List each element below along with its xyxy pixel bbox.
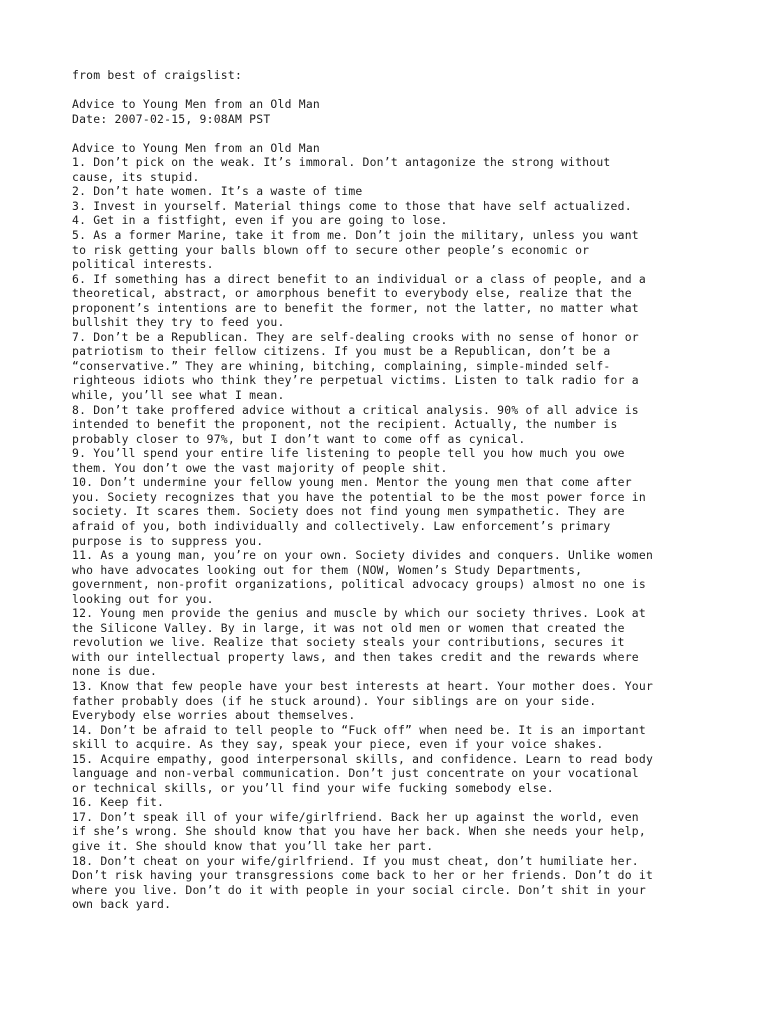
text-line: proponent’s intentions are to benefit the former, not the latter, no matter what [72, 300, 639, 315]
text-line: theoretical, abstract, or amorphous benefit to everybody else, realize that the [72, 286, 632, 301]
text-line: if she’s wrong. She should know that you have her back. When she needs your help, [72, 824, 646, 839]
text-line: you. Society recognizes that you have the potential to be the most power force in [72, 489, 646, 504]
document-text-body [72, 68, 708, 912]
blank-line [72, 83, 708, 98]
text-line: from best of craigslist: [72, 68, 243, 82]
text-line: 13. Know that few people have your best interests at heart. Your mother does. Your [72, 678, 654, 693]
text-line: probably closer to 97%, but I don’t want to come off as cynical. [72, 431, 526, 446]
text-line: where you live. Don’t do it with people in your social circle. Don’t shit in your [72, 882, 646, 897]
blank-line [72, 126, 708, 141]
text-line: father probably does (if he stuck around). Your siblings are on your side. [72, 693, 597, 708]
text-line: 15. Acquire empathy, good interpersonal skills, and confidence. Learn to read body [72, 751, 654, 766]
text-line: Everybody else worries about themselves. [72, 708, 356, 723]
text-line: 16. Keep fit. [72, 795, 165, 810]
text-line: 2. Don’t hate women. It’s a waste of time [72, 184, 363, 199]
text-line: 10. Don’t undermine your fellow young men. Mentor the young men that come after [72, 475, 632, 490]
text-line: language and non-verbal communication. Don’t just concentrate on your vocational [72, 766, 639, 781]
text-line: 9. You’ll spend your entire life listening to people tell you how much you owe [72, 446, 625, 461]
text-line: righteous idiots who think they’re perpetual victims. Listen to talk radio for a [72, 373, 639, 388]
text-line: government, non-profit organizations, political advocacy groups) almost no one is [72, 577, 646, 592]
text-line: 7. Don’t be a Republican. They are self-dealing crooks with no sense of honor or [72, 329, 639, 344]
text-line: looking out for you. [72, 591, 214, 606]
text-line: with our intellectual property laws, and then takes credit and the rewards where [72, 649, 639, 664]
text-line: to risk getting your balls blown off to secure other people’s economic or [72, 242, 590, 257]
text-line: patriotism to their fellow citizens. If you must be a Republican, don’t be a [72, 344, 611, 359]
text-line: purpose is to suppress you. [72, 533, 264, 548]
text-line: none is due. [72, 664, 158, 679]
text-line: revolution we live. Realize that society steals your contributions, secures it [72, 635, 625, 650]
text-line: who have advocates looking out for them (NOW, Women’s Study Departments, [72, 562, 583, 577]
text-line: Don’t risk having your transgressions come back to her or her friends. Don’t do it [72, 868, 654, 883]
text-line: 6. If something has a direct benefit to an individual or a class of people, and a [72, 271, 646, 286]
text-line: society. It scares them. Society does not find young men sympathetic. They are [72, 504, 625, 519]
text-line: 14. Don’t be afraid to tell people to “Fuck off” when need be. It is an important [72, 722, 646, 737]
text-line: bullshit they try to feed you. [72, 315, 285, 330]
text-line: give it. She should know that you’ll take her part. [72, 838, 434, 853]
text-line: them. You don’t owe the vast majority of people shit. [72, 460, 448, 475]
text-line: while, you’ll see what I mean. [72, 388, 285, 403]
text-line: 4. Get in a fistfight, even if you are going to lose. [72, 213, 448, 228]
text-line: political interests. [72, 257, 214, 272]
text-line: skill to acquire. As they say, speak your piece, even if your voice shakes. [72, 737, 604, 752]
text-line: 5. As a former Marine, take it from me. Don’t join the military, unless you want [72, 228, 639, 243]
text-line: Date: 2007-02-15, 9:08AM PST [72, 111, 271, 126]
text-line: afraid of you, both individually and collectively. Law enforcement’s primary [72, 518, 611, 533]
text-line: 18. Don’t cheat on your wife/girlfriend. If you must cheat, don’t humiliate her. [72, 853, 639, 868]
text-line: 11. As a young man, you’re on your own. Society divides and conquers. Unlike women [72, 548, 654, 563]
text-line: 17. Don’t speak ill of your wife/girlfriend. Back her up against the world, even [72, 809, 639, 824]
text-line: 12. Young men provide the genius and muscle by which our society thrives. Look at [72, 606, 646, 621]
text-line: cause, its stupid. [72, 169, 200, 184]
text-line: 3. Invest in yourself. Material things come to those that have self actualized. [72, 198, 632, 213]
text-line: own back yard. [72, 897, 172, 912]
text-line: Advice to Young Men from an Old Man [72, 97, 321, 112]
text-line: or technical skills, or you’ll find your wife fucking somebody else. [72, 780, 554, 795]
text-line: “conservative.” They are whining, bitching, complaining, simple-minded self- [72, 358, 611, 373]
text-line: Advice to Young Men from an Old Man [72, 140, 321, 155]
text-line: 1. Don’t pick on the weak. It’s immoral. Don’t antagonize the strong without [72, 155, 611, 170]
text-line: the Silicone Valley. By in large, it was not old men or women that created the [72, 620, 625, 635]
text-line: intended to benefit the proponent, not the recipient. Actually, the number is [72, 417, 618, 432]
text-line: 8. Don’t take proffered advice without a critical analysis. 90% of all advice is [72, 402, 639, 417]
